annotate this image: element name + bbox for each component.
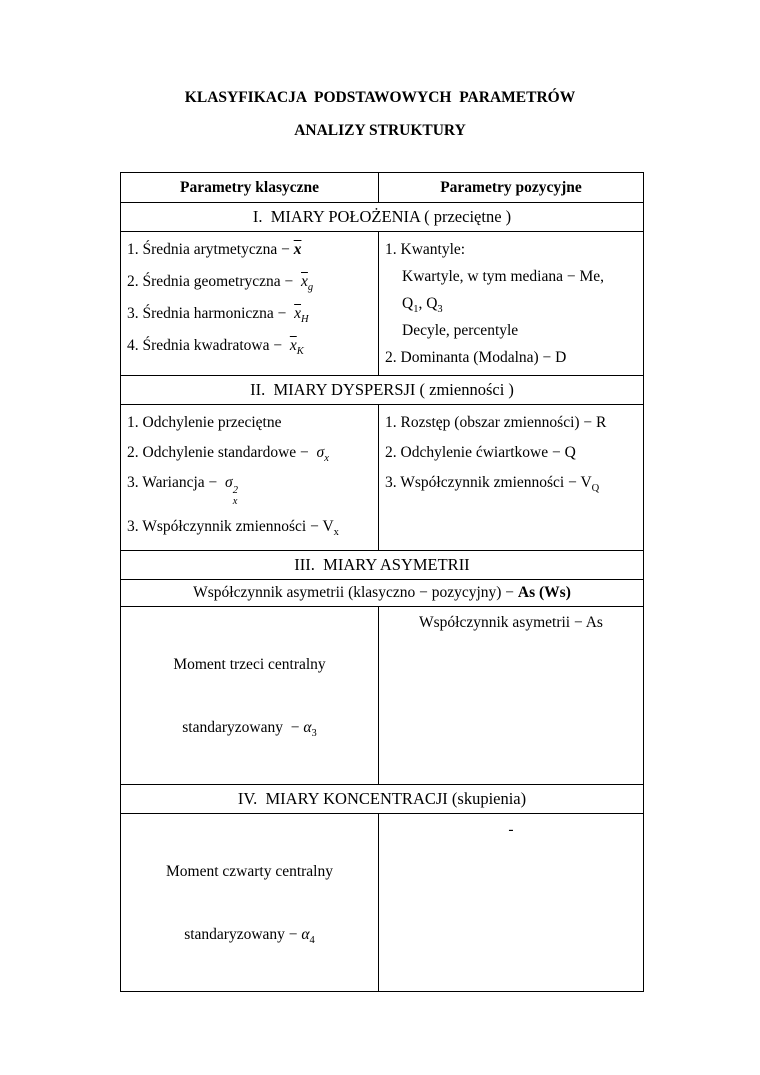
list-item: 1. Rozstęp (obszar zmienności) − R [385, 414, 607, 431]
list-item: 4. Średnia kwadratowa − $\overline{x}_K$ [127, 337, 304, 358]
parameters-table [120, 172, 644, 992]
section1-left-cell [121, 232, 379, 376]
sigma-symbol: σ [225, 474, 233, 491]
mean-symbol: $\overline{x}$ [294, 305, 302, 322]
section1-right-cell [379, 232, 644, 376]
header-classical: Parametry klasyczne [121, 173, 379, 203]
section3-right-cell: Współczynnik asymetrii − As [379, 607, 644, 785]
section4-content-row [121, 814, 644, 992]
v-symbol: V [322, 518, 334, 536]
section1-content-row [121, 232, 644, 376]
document-title [0, 0, 760, 141]
moment-line-1: Moment trzeci centralny [173, 656, 326, 674]
section2-content-row [121, 405, 644, 551]
list-item: 3. Średnia harmoniczna − $\overline{x}_H$ [127, 305, 309, 326]
list-item: 1. Odchylenie przeciętne [127, 414, 282, 431]
alpha-symbol: α [301, 926, 310, 944]
list-item: 2. Średnia geometryczna − $\overline{x}_g$ [127, 273, 314, 294]
list-item: 2. Dominanta (Modalna) − D [385, 349, 567, 366]
title-line-1: KLASYFIKACJA PODSTAWOWYCH PARAMETRÓW [184, 89, 576, 106]
section1-heading: I. MIARY POŁOŻENIA ( przeciętne ) [121, 203, 644, 232]
section1-heading-row [121, 203, 644, 232]
section3-heading-row [121, 551, 644, 580]
section2-right-cell [379, 405, 644, 551]
section3-fullrow [121, 580, 644, 607]
list-item: $Q_1$, $Q_3$ [402, 295, 443, 316]
list-item: 2. Odchylenie standardowe − $\sigma_x$ [127, 444, 329, 465]
table-header-row [121, 173, 644, 203]
asymmetry-coefficient-row: Współczynnik asymetrii (klasyczno − pozycyjny) − As (Ws) [121, 580, 644, 607]
moment-line-2: standaryzowany − $\alpha_3$ [182, 719, 317, 740]
mean-symbol: $\overline{x}$ [289, 337, 297, 354]
moment-line-2: standaryzowany − $\alpha_4$ [184, 926, 315, 947]
list-item: 1. Średnia arytmetyczna − $\overline{x}$ [127, 241, 302, 258]
sup-sub-stack: 2 x [232, 485, 238, 508]
section3-heading: III. MIARY ASYMETRII [121, 551, 644, 580]
list-item: Kwartyle, w tym mediana − Me, [402, 268, 605, 285]
list-item: 3. Współczynnik zmienności − $V_x$ [127, 518, 339, 539]
section4-left-cell [121, 814, 379, 992]
section3-content-row [121, 607, 644, 785]
section2-left-cell [121, 405, 379, 551]
section4-right-cell: - [379, 814, 644, 992]
section2-heading: II. MIARY DYSPERSJI ( zmienności ) [121, 376, 644, 405]
header-positional: Parametry pozycyjne [379, 173, 644, 203]
v-symbol: V [580, 474, 592, 491]
section2-heading-row [121, 376, 644, 405]
list-item: 1. Kwantyle: [385, 241, 466, 258]
mean-symbol: $\overline{x}$ [301, 273, 308, 290]
section4-heading-row [121, 785, 644, 814]
list-item: 3. Współczynnik zmienności − $V_Q$ [385, 474, 600, 495]
list-item: 3. Wariancja − σ 2 x [127, 474, 238, 508]
sigma-symbol: σ [316, 444, 325, 461]
section4-heading: IV. MIARY KONCENTRACJI (skupienia) [121, 785, 644, 814]
mean-symbol: $\overline{x}$ [293, 241, 302, 258]
title-line-2: ANALIZY STRUKTURY [294, 122, 466, 139]
alpha-symbol: α [303, 719, 312, 737]
list-item: Decyle, percentyle [402, 322, 519, 339]
moment-line-1: Moment czwarty centralny [166, 863, 333, 881]
list-item: 2. Odchylenie ćwiartkowe − Q [385, 444, 576, 461]
section3-left-cell [121, 607, 379, 785]
